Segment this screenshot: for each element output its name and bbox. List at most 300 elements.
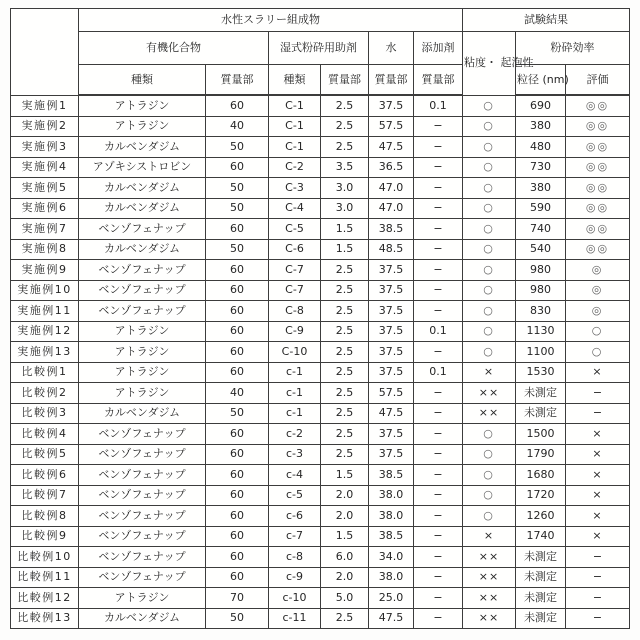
- cell-example-label: 比較例6: [11, 465, 79, 486]
- cell-aid-mass-parts: 3.0: [321, 198, 369, 219]
- cell-aid-kind: C-5: [269, 219, 321, 240]
- cell-viscosity-foaming: ○: [463, 260, 516, 281]
- cell-example-label: 比較例3: [11, 403, 79, 424]
- cell-example-label: 実施例13: [11, 342, 79, 363]
- cell-evaluation: ×: [566, 465, 630, 486]
- cell-organic-kind: ベンゾフェナップ: [79, 424, 206, 445]
- cell-water-mass-parts: 37.5: [369, 95, 414, 116]
- cell-water-mass-parts: 38.5: [369, 219, 414, 240]
- cell-viscosity-foaming: ××: [463, 608, 516, 629]
- cell-example-label: 実施例12: [11, 321, 79, 342]
- cell-aid-kind: C-1: [269, 116, 321, 137]
- cell-evaluation: ×: [566, 506, 630, 527]
- cell-example-label: 実施例4: [11, 157, 79, 178]
- cell-additive-mass-parts: −: [414, 198, 463, 219]
- cell-water-mass-parts: 37.5: [369, 301, 414, 322]
- cell-viscosity-foaming: ○: [463, 485, 516, 506]
- cell-viscosity-foaming: ○: [463, 178, 516, 199]
- cell-aid-kind: C-10: [269, 342, 321, 363]
- cell-additive-mass-parts: −: [414, 280, 463, 301]
- cell-water-mass-parts: 57.5: [369, 116, 414, 137]
- cell-organic-mass-parts: 50: [206, 137, 269, 158]
- cell-water-mass-parts: 38.0: [369, 506, 414, 527]
- cell-evaluation: ◎◎: [566, 198, 630, 219]
- cell-aid-kind: c-5: [269, 485, 321, 506]
- cell-aid-kind: C-2: [269, 157, 321, 178]
- cell-evaluation: ◎: [566, 301, 630, 322]
- cell-additive-mass-parts: −: [414, 157, 463, 178]
- cell-aid-kind: C-4: [269, 198, 321, 219]
- cell-viscosity-foaming: ○: [463, 342, 516, 363]
- cell-additive-mass-parts: −: [414, 178, 463, 199]
- cell-organic-kind: カルベンダジム: [79, 137, 206, 158]
- cell-aid-mass-parts: 2.5: [321, 383, 369, 404]
- cell-particle-size: 1100: [516, 342, 566, 363]
- cell-viscosity-foaming: ○: [463, 506, 516, 527]
- table-row: [11, 157, 630, 178]
- cell-water-mass-parts: 37.5: [369, 321, 414, 342]
- cell-additive-mass-parts: −: [414, 342, 463, 363]
- cell-organic-kind: アトラジン: [79, 383, 206, 404]
- cell-evaluation: ×: [566, 526, 630, 547]
- cell-aid-mass-parts: 2.0: [321, 506, 369, 527]
- cell-aid-mass-parts: 2.5: [321, 95, 369, 116]
- cell-water-mass-parts: 47.5: [369, 403, 414, 424]
- cell-particle-size: 1790: [516, 444, 566, 465]
- cell-aid-mass-parts: 3.0: [321, 178, 369, 199]
- header-results-group: 試験結果: [463, 9, 630, 32]
- cell-additive-mass-parts: −: [414, 383, 463, 404]
- cell-aid-kind: c-3: [269, 444, 321, 465]
- cell-evaluation: −: [566, 567, 630, 588]
- cell-water-mass-parts: 37.5: [369, 444, 414, 465]
- cell-aid-mass-parts: 6.0: [321, 547, 369, 568]
- cell-evaluation: ◎◎: [566, 178, 630, 199]
- table-row: [11, 465, 630, 486]
- cell-aid-kind: c-11: [269, 608, 321, 629]
- cell-water-mass-parts: 37.5: [369, 260, 414, 281]
- cell-example-label: 実施例2: [11, 116, 79, 137]
- cell-particle-size: 380: [516, 178, 566, 199]
- cell-water-mass-parts: 47.0: [369, 178, 414, 199]
- cell-example-label: 実施例3: [11, 137, 79, 158]
- cell-viscosity-foaming: ○: [463, 95, 516, 116]
- cell-evaluation: ◎: [566, 260, 630, 281]
- table-row: [11, 219, 630, 240]
- cell-evaluation: ◎◎: [566, 219, 630, 240]
- table-row: [11, 567, 630, 588]
- cell-organic-kind: カルベンダジム: [79, 608, 206, 629]
- cell-aid-mass-parts: 2.5: [321, 403, 369, 424]
- cell-particle-size: 1130: [516, 321, 566, 342]
- table-row: [11, 280, 630, 301]
- cell-organic-kind: ベンゾフェナップ: [79, 547, 206, 568]
- header-organic-mass-parts: 質量部: [206, 65, 269, 96]
- cell-example-label: 比較例10: [11, 547, 79, 568]
- cell-organic-mass-parts: 40: [206, 116, 269, 137]
- cell-viscosity-foaming: ○: [463, 444, 516, 465]
- cell-particle-size: 380: [516, 116, 566, 137]
- cell-additive-mass-parts: −: [414, 116, 463, 137]
- cell-organic-kind: ベンゾフェナップ: [79, 219, 206, 240]
- cell-example-label: 実施例10: [11, 280, 79, 301]
- slurry-test-results-table: [10, 8, 630, 629]
- cell-aid-kind: c-6: [269, 506, 321, 527]
- cell-viscosity-foaming: ○: [463, 219, 516, 240]
- cell-aid-kind: c-1: [269, 362, 321, 383]
- cell-aid-mass-parts: 2.5: [321, 424, 369, 445]
- table-row: [11, 362, 630, 383]
- table-row: [11, 588, 630, 609]
- cell-aid-mass-parts: 2.5: [321, 342, 369, 363]
- cell-water-mass-parts: 37.5: [369, 424, 414, 445]
- header-wet-grinding-aid: 湿式粉砕用助剤: [269, 32, 369, 65]
- cell-aid-mass-parts: 2.5: [321, 137, 369, 158]
- cell-particle-size: 690: [516, 95, 566, 116]
- cell-organic-mass-parts: 40: [206, 383, 269, 404]
- cell-additive-mass-parts: −: [414, 588, 463, 609]
- table-body: [11, 95, 630, 629]
- cell-aid-mass-parts: 1.5: [321, 219, 369, 240]
- cell-particle-size: 未測定: [516, 547, 566, 568]
- cell-evaluation: ◎◎: [566, 116, 630, 137]
- cell-aid-kind: c-1: [269, 383, 321, 404]
- header-aid-kind: 種類: [269, 65, 321, 96]
- cell-particle-size: 未測定: [516, 567, 566, 588]
- cell-example-label: 比較例13: [11, 608, 79, 629]
- cell-particle-size: 480: [516, 137, 566, 158]
- table-row: [11, 301, 630, 322]
- table-row: [11, 116, 630, 137]
- cell-example-label: 比較例4: [11, 424, 79, 445]
- cell-organic-mass-parts: 60: [206, 424, 269, 445]
- cell-viscosity-foaming: ○: [463, 321, 516, 342]
- cell-water-mass-parts: 47.0: [369, 198, 414, 219]
- header-aid-mass-parts: 質量部: [321, 65, 369, 96]
- cell-water-mass-parts: 48.5: [369, 239, 414, 260]
- cell-water-mass-parts: 34.0: [369, 547, 414, 568]
- cell-viscosity-foaming: ○: [463, 301, 516, 322]
- header-additive: 添加剤: [414, 32, 463, 65]
- cell-aid-kind: c-4: [269, 465, 321, 486]
- table-row: [11, 321, 630, 342]
- cell-organic-kind: アゾキシストロビン: [79, 157, 206, 178]
- cell-aid-kind: c-2: [269, 424, 321, 445]
- cell-aid-kind: c-8: [269, 547, 321, 568]
- table-row: [11, 424, 630, 445]
- cell-example-label: 実施例8: [11, 239, 79, 260]
- table-row: [11, 403, 630, 424]
- cell-organic-kind: ベンゾフェナップ: [79, 485, 206, 506]
- cell-particle-size: 740: [516, 219, 566, 240]
- table-row: [11, 178, 630, 199]
- cell-viscosity-foaming: ××: [463, 403, 516, 424]
- cell-additive-mass-parts: −: [414, 219, 463, 240]
- cell-particle-size: 1260: [516, 506, 566, 527]
- cell-example-label: 比較例1: [11, 362, 79, 383]
- cell-organic-mass-parts: 60: [206, 362, 269, 383]
- cell-aid-kind: c-7: [269, 526, 321, 547]
- cell-aid-mass-parts: 2.5: [321, 321, 369, 342]
- cell-example-label: 比較例12: [11, 588, 79, 609]
- table-row: [11, 444, 630, 465]
- table-row: [11, 198, 630, 219]
- cell-aid-mass-parts: 2.5: [321, 260, 369, 281]
- cell-aid-mass-parts: 5.0: [321, 588, 369, 609]
- cell-viscosity-foaming: ○: [463, 239, 516, 260]
- header-evaluation: 評価: [566, 65, 630, 96]
- header-particle-size: 粒径 (nm): [516, 65, 566, 96]
- cell-viscosity-foaming: ○: [463, 465, 516, 486]
- cell-aid-kind: C-9: [269, 321, 321, 342]
- cell-additive-mass-parts: −: [414, 608, 463, 629]
- cell-additive-mass-parts: −: [414, 137, 463, 158]
- cell-aid-kind: C-8: [269, 301, 321, 322]
- cell-organic-kind: ベンゾフェナップ: [79, 301, 206, 322]
- cell-aid-mass-parts: 3.5: [321, 157, 369, 178]
- cell-organic-mass-parts: 60: [206, 547, 269, 568]
- corner-cell: [11, 9, 79, 96]
- cell-organic-kind: アトラジン: [79, 588, 206, 609]
- cell-additive-mass-parts: −: [414, 424, 463, 445]
- cell-viscosity-foaming: ×: [463, 526, 516, 547]
- cell-particle-size: 1680: [516, 465, 566, 486]
- cell-organic-mass-parts: 60: [206, 342, 269, 363]
- table-row: [11, 506, 630, 527]
- header-composition-group: 水性スラリー組成物: [79, 9, 463, 32]
- cell-aid-mass-parts: 1.5: [321, 526, 369, 547]
- cell-aid-kind: c-9: [269, 567, 321, 588]
- cell-aid-kind: c-1: [269, 403, 321, 424]
- cell-evaluation: −: [566, 403, 630, 424]
- cell-example-label: 比較例2: [11, 383, 79, 404]
- cell-aid-mass-parts: 2.5: [321, 301, 369, 322]
- cell-evaluation: ◎◎: [566, 239, 630, 260]
- cell-particle-size: 1530: [516, 362, 566, 383]
- cell-evaluation: −: [566, 588, 630, 609]
- cell-additive-mass-parts: −: [414, 465, 463, 486]
- cell-particle-size: 1740: [516, 526, 566, 547]
- cell-water-mass-parts: 38.5: [369, 465, 414, 486]
- cell-organic-mass-parts: 60: [206, 444, 269, 465]
- cell-example-label: 実施例9: [11, 260, 79, 281]
- cell-organic-kind: カルベンダジム: [79, 239, 206, 260]
- cell-water-mass-parts: 38.0: [369, 567, 414, 588]
- header-additive-mass-parts: 質量部: [414, 65, 463, 96]
- cell-example-label: 比較例5: [11, 444, 79, 465]
- cell-particle-size: 1500: [516, 424, 566, 445]
- cell-organic-kind: ベンゾフェナップ: [79, 280, 206, 301]
- cell-organic-mass-parts: 50: [206, 178, 269, 199]
- cell-particle-size: 未測定: [516, 403, 566, 424]
- cell-viscosity-foaming: ××: [463, 588, 516, 609]
- cell-organic-mass-parts: 60: [206, 526, 269, 547]
- cell-aid-mass-parts: 1.5: [321, 465, 369, 486]
- cell-aid-kind: C-3: [269, 178, 321, 199]
- cell-organic-kind: カルベンダジム: [79, 178, 206, 199]
- cell-organic-mass-parts: 50: [206, 198, 269, 219]
- cell-aid-mass-parts: 2.5: [321, 444, 369, 465]
- cell-water-mass-parts: 25.0: [369, 588, 414, 609]
- cell-evaluation: ×: [566, 362, 630, 383]
- cell-organic-mass-parts: 60: [206, 485, 269, 506]
- cell-organic-mass-parts: 60: [206, 157, 269, 178]
- header-water: 水: [369, 32, 414, 65]
- table-row: [11, 608, 630, 629]
- cell-additive-mass-parts: 0.1: [414, 362, 463, 383]
- cell-organic-kind: ベンゾフェナップ: [79, 465, 206, 486]
- cell-aid-kind: C-6: [269, 239, 321, 260]
- cell-aid-kind: C-7: [269, 280, 321, 301]
- cell-additive-mass-parts: −: [414, 547, 463, 568]
- cell-viscosity-foaming: ××: [463, 567, 516, 588]
- cell-aid-mass-parts: 2.0: [321, 485, 369, 506]
- cell-additive-mass-parts: −: [414, 239, 463, 260]
- cell-particle-size: 830: [516, 301, 566, 322]
- cell-evaluation: −: [566, 383, 630, 404]
- cell-example-label: 比較例11: [11, 567, 79, 588]
- cell-evaluation: ×: [566, 424, 630, 445]
- cell-organic-kind: カルベンダジム: [79, 403, 206, 424]
- cell-water-mass-parts: 37.5: [369, 362, 414, 383]
- cell-viscosity-foaming: ○: [463, 116, 516, 137]
- cell-additive-mass-parts: −: [414, 260, 463, 281]
- cell-organic-kind: アトラジン: [79, 362, 206, 383]
- cell-organic-mass-parts: 60: [206, 465, 269, 486]
- cell-evaluation: −: [566, 547, 630, 568]
- cell-additive-mass-parts: −: [414, 444, 463, 465]
- cell-organic-kind: ベンゾフェナップ: [79, 260, 206, 281]
- cell-example-label: 実施例11: [11, 301, 79, 322]
- cell-organic-mass-parts: 70: [206, 588, 269, 609]
- header-organic-kind: 種類: [79, 65, 206, 96]
- cell-evaluation: ◎◎: [566, 95, 630, 116]
- cell-organic-mass-parts: 60: [206, 301, 269, 322]
- cell-evaluation: ○: [566, 321, 630, 342]
- cell-evaluation: −: [566, 608, 630, 629]
- cell-organic-mass-parts: 60: [206, 95, 269, 116]
- cell-aid-kind: c-10: [269, 588, 321, 609]
- cell-water-mass-parts: 47.5: [369, 137, 414, 158]
- cell-water-mass-parts: 47.5: [369, 608, 414, 629]
- cell-viscosity-foaming: ××: [463, 383, 516, 404]
- cell-viscosity-foaming: ×: [463, 362, 516, 383]
- cell-organic-mass-parts: 60: [206, 321, 269, 342]
- cell-organic-kind: アトラジン: [79, 321, 206, 342]
- cell-viscosity-foaming: ○: [463, 198, 516, 219]
- header-viscosity-foaming: 粘度・ 起泡性: [463, 32, 516, 96]
- cell-organic-mass-parts: 60: [206, 219, 269, 240]
- cell-aid-mass-parts: 2.5: [321, 608, 369, 629]
- cell-additive-mass-parts: −: [414, 403, 463, 424]
- cell-additive-mass-parts: −: [414, 567, 463, 588]
- cell-viscosity-foaming: ○: [463, 280, 516, 301]
- cell-example-label: 実施例7: [11, 219, 79, 240]
- cell-evaluation: ×: [566, 444, 630, 465]
- cell-aid-kind: C-1: [269, 95, 321, 116]
- cell-evaluation: ○: [566, 342, 630, 363]
- cell-particle-size: 590: [516, 198, 566, 219]
- cell-aid-mass-parts: 2.5: [321, 280, 369, 301]
- table-row: [11, 547, 630, 568]
- cell-aid-kind: C-7: [269, 260, 321, 281]
- cell-water-mass-parts: 37.5: [369, 342, 414, 363]
- table-row: [11, 526, 630, 547]
- cell-organic-mass-parts: 50: [206, 608, 269, 629]
- cell-additive-mass-parts: −: [414, 485, 463, 506]
- cell-aid-mass-parts: 2.0: [321, 567, 369, 588]
- cell-organic-kind: アトラジン: [79, 116, 206, 137]
- cell-particle-size: 730: [516, 157, 566, 178]
- cell-evaluation: ◎◎: [566, 157, 630, 178]
- cell-example-label: 比較例7: [11, 485, 79, 506]
- table-row: [11, 383, 630, 404]
- cell-particle-size: 1720: [516, 485, 566, 506]
- cell-particle-size: 980: [516, 280, 566, 301]
- cell-organic-mass-parts: 60: [206, 280, 269, 301]
- table-row: [11, 260, 630, 281]
- cell-viscosity-foaming: ○: [463, 137, 516, 158]
- header-grinding-efficiency: 粉砕効率: [516, 32, 630, 65]
- cell-additive-mass-parts: −: [414, 506, 463, 527]
- header-water-mass-parts: 質量部: [369, 65, 414, 96]
- cell-aid-mass-parts: 1.5: [321, 239, 369, 260]
- cell-organic-kind: ベンゾフェナップ: [79, 444, 206, 465]
- cell-evaluation: ×: [566, 485, 630, 506]
- cell-particle-size: 未測定: [516, 608, 566, 629]
- cell-additive-mass-parts: 0.1: [414, 95, 463, 116]
- cell-water-mass-parts: 37.5: [369, 280, 414, 301]
- cell-viscosity-foaming: ○: [463, 424, 516, 445]
- cell-organic-mass-parts: 60: [206, 567, 269, 588]
- cell-particle-size: 980: [516, 260, 566, 281]
- table-row: [11, 342, 630, 363]
- cell-organic-kind: ベンゾフェナップ: [79, 506, 206, 527]
- cell-example-label: 実施例5: [11, 178, 79, 199]
- table-header: [11, 9, 630, 96]
- cell-water-mass-parts: 38.0: [369, 485, 414, 506]
- cell-example-label: 実施例6: [11, 198, 79, 219]
- cell-organic-mass-parts: 50: [206, 403, 269, 424]
- cell-example-label: 比較例8: [11, 506, 79, 527]
- cell-organic-kind: ベンゾフェナップ: [79, 526, 206, 547]
- cell-additive-mass-parts: −: [414, 526, 463, 547]
- cell-organic-mass-parts: 50: [206, 239, 269, 260]
- cell-water-mass-parts: 36.5: [369, 157, 414, 178]
- table-row: [11, 137, 630, 158]
- cell-aid-mass-parts: 2.5: [321, 362, 369, 383]
- cell-water-mass-parts: 38.5: [369, 526, 414, 547]
- cell-particle-size: 540: [516, 239, 566, 260]
- cell-additive-mass-parts: −: [414, 301, 463, 322]
- cell-particle-size: 未測定: [516, 588, 566, 609]
- cell-organic-mass-parts: 60: [206, 506, 269, 527]
- cell-aid-kind: C-1: [269, 137, 321, 158]
- cell-viscosity-foaming: ○: [463, 157, 516, 178]
- cell-additive-mass-parts: 0.1: [414, 321, 463, 342]
- header-organic-compound: 有機化合物: [79, 32, 269, 65]
- cell-water-mass-parts: 57.5: [369, 383, 414, 404]
- table-row: [11, 95, 630, 116]
- cell-organic-kind: アトラジン: [79, 342, 206, 363]
- cell-evaluation: ◎◎: [566, 137, 630, 158]
- cell-organic-kind: ベンゾフェナップ: [79, 567, 206, 588]
- cell-viscosity-foaming: ××: [463, 547, 516, 568]
- cell-organic-kind: カルベンダジム: [79, 198, 206, 219]
- cell-aid-mass-parts: 2.5: [321, 116, 369, 137]
- cell-example-label: 実施例1: [11, 95, 79, 116]
- table-row: [11, 239, 630, 260]
